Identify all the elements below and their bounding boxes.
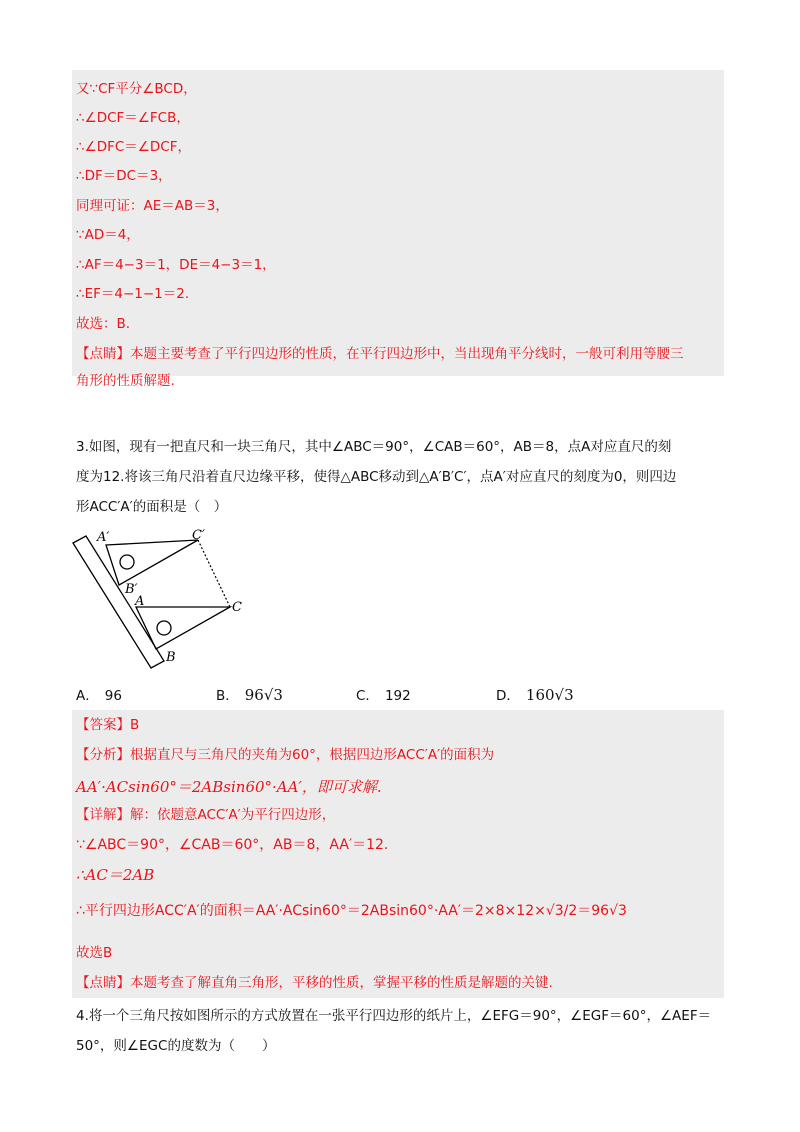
q4-stem-line-1: 4.将一个三角尺按如图所示的方式放置在一张平行四边形的纸片上，∠EFG＝90°，∠EGF＝60°，∠AEF＝ [76,1008,712,1024]
triangle-upper-hole [120,555,134,569]
option-c-value: 192 [384,688,411,704]
option-b-value: 96√3 [244,686,283,704]
dotted-segment-cc [198,540,230,607]
comment-tag: 【点睛】 [76,346,130,362]
analysis-line-2: AA′·ACsin60°＝2ABsin60°·AA′，即可求解. [76,778,382,796]
detail-line-4 [76,902,627,920]
solution-line-6: ∵AD＝4， [76,227,140,243]
answer-line [76,716,139,734]
detail-line-3: ∴AC＝2AB [76,866,155,884]
label-b: B [166,650,176,665]
option-c[interactable] [356,684,411,704]
analysis-line-1 [76,746,494,764]
triangle-lower [136,607,230,649]
q3-stem-line-3: 形ACC′A′的面积是（ ） [76,499,228,515]
option-d[interactable] [496,684,574,704]
option-c-letter: C． [356,688,379,704]
detail-line-2: ∵∠ABC＝90°，∠CAB＝60°，AB＝8，AA′＝12. [76,837,389,853]
label-c: C [232,600,242,615]
comment-2-tag: 【点睛】 [76,975,130,991]
ruler [73,536,164,668]
solution-line-9: 故选：B. [76,316,131,332]
option-d-value: 160√3 [525,686,574,704]
detail-line-1 [76,806,335,824]
solution-line-3: ∴∠DFC＝∠DCF， [76,139,191,155]
comment-1-line-2: 角形的性质解题. [76,373,175,389]
q4-stem-line-2: 50°，则∠EGC的度数为（ ） [76,1038,276,1054]
option-a-letter: A． [76,688,99,704]
q3-stem-line-2: 度为12.将该三角尺沿着直尺边缘平移，使得△ABC移动到△A′B′C′，点A′对应直尺的刻度为0，则四边 [76,469,677,485]
detail-area-text: ∴平行四边形ACC′A′的面积＝AA′·ACsin60°＝2ABsin60°·AA′＝2×8×12×√3/2＝96√3 [76,903,627,919]
option-d-letter: D． [496,688,520,704]
q3-figure [70,527,270,673]
detail-text: 解：依题意ACC′A′为平行四边形， [130,807,336,823]
option-b[interactable] [216,684,283,704]
detail-tag: 【详解】 [76,807,130,823]
label-b-prime: B′ [125,582,138,597]
label-a-prime: A′ [97,530,110,545]
solution-line-8: ∴EF＝4−1−1＝2. [76,286,190,302]
solution-line-4: ∴DF＝DC＝3， [76,168,172,184]
conclusion-line: 故选B [76,945,113,961]
solution-line-2: ∴∠DCF＝∠FCB， [76,110,190,126]
solution-line-1: 又∵CF平分∠BCD， [76,81,197,97]
comment-2-text: 本题考查了解直角三角形，平移的性质，掌握平移的性质是解题的关键. [130,975,553,991]
comment-2-line [76,974,553,992]
answer-value: B [130,717,140,733]
option-a[interactable] [76,684,122,704]
solution-line-5: 同理可证：AE＝AB＝3， [76,198,229,214]
q3-stem-line-1: 3.如图，现有一把直尺和一块三角尺，其中∠ABC＝90°，∠CAB＝60°，AB＝8，点A对应直尺的刻 [76,439,672,455]
analysis-tag: 【分析】 [76,747,130,763]
comment-1-line-1 [76,345,684,363]
label-c-prime: C′ [192,528,205,543]
comment-text: 本题主要考查了平行四边形的性质，在平行四边形中，当出现角平分线时，一般可利用等腰三 [130,346,684,362]
option-a-value: 96 [104,688,122,704]
label-a: A [135,594,145,609]
answer-tag: 【答案】 [76,717,130,733]
analysis-text: 根据直尺与三角尺的夹角为60°，根据四边形ACC′A′的面积为 [130,747,495,763]
triangle-lower-hole [157,621,171,635]
option-b-letter: B． [216,688,239,704]
solution-line-7: ∴AF＝4−3＝1，DE＝4−3＝1， [76,257,276,273]
